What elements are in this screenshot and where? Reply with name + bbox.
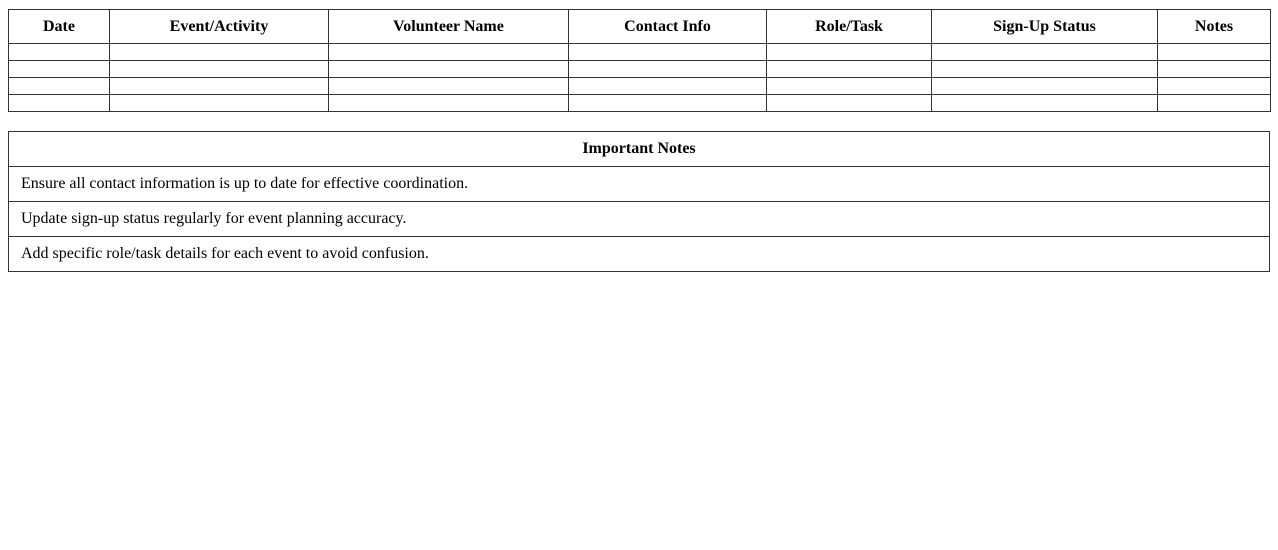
cell-notes[interactable] — [1158, 44, 1271, 61]
cell-role-task[interactable] — [767, 61, 932, 78]
cell-date[interactable] — [9, 61, 110, 78]
cell-contact-info[interactable] — [569, 44, 767, 61]
column-header-contact-info: Contact Info — [569, 10, 767, 44]
cell-notes[interactable] — [1158, 95, 1271, 112]
note-row — [9, 167, 1270, 202]
cell-date[interactable] — [9, 95, 110, 112]
table-row — [9, 61, 1271, 78]
cell-volunteer-name[interactable] — [329, 44, 569, 61]
cell-notes[interactable] — [1158, 78, 1271, 95]
cell-signup-status[interactable] — [932, 44, 1158, 61]
column-header-event-activity: Event/Activity — [110, 10, 329, 44]
cell-event-activity[interactable] — [110, 95, 329, 112]
cell-role-task[interactable] — [767, 95, 932, 112]
column-header-signup-status: Sign-Up Status — [932, 10, 1158, 44]
cell-contact-info[interactable] — [569, 78, 767, 95]
header-row — [9, 10, 1271, 44]
column-header-date: Date — [9, 10, 110, 44]
cell-signup-status[interactable] — [932, 95, 1158, 112]
cell-volunteer-name[interactable] — [329, 61, 569, 78]
cell-contact-info[interactable] — [569, 61, 767, 78]
column-header-volunteer-name: Volunteer Name — [329, 10, 569, 44]
cell-event-activity[interactable] — [110, 61, 329, 78]
cell-volunteer-name[interactable] — [329, 95, 569, 112]
note-item: Add specific role/task details for each event to avoid confusion. — [9, 237, 1270, 272]
note-item: Update sign-up status regularly for event planning accuracy. — [9, 202, 1270, 237]
cell-date[interactable] — [9, 44, 110, 61]
note-row — [9, 202, 1270, 237]
table-row — [9, 78, 1271, 95]
note-row — [9, 237, 1270, 272]
page — [0, 0, 1278, 272]
cell-role-task[interactable] — [767, 44, 932, 61]
note-item: Ensure all contact information is up to date for effective coordination. — [9, 167, 1270, 202]
cell-contact-info[interactable] — [569, 95, 767, 112]
cell-signup-status[interactable] — [932, 61, 1158, 78]
cell-signup-status[interactable] — [932, 78, 1158, 95]
column-header-role-task: Role/Task — [767, 10, 932, 44]
important-notes-table — [8, 131, 1270, 272]
cell-notes[interactable] — [1158, 61, 1271, 78]
notes-header-row — [9, 132, 1270, 167]
table-row — [9, 44, 1271, 61]
column-header-notes: Notes — [1158, 10, 1271, 44]
table-row — [9, 95, 1271, 112]
cell-event-activity[interactable] — [110, 44, 329, 61]
cell-date[interactable] — [9, 78, 110, 95]
volunteer-signup-table — [8, 9, 1271, 112]
cell-event-activity[interactable] — [110, 78, 329, 95]
cell-role-task[interactable] — [767, 78, 932, 95]
cell-volunteer-name[interactable] — [329, 78, 569, 95]
important-notes-title: Important Notes — [9, 132, 1270, 167]
